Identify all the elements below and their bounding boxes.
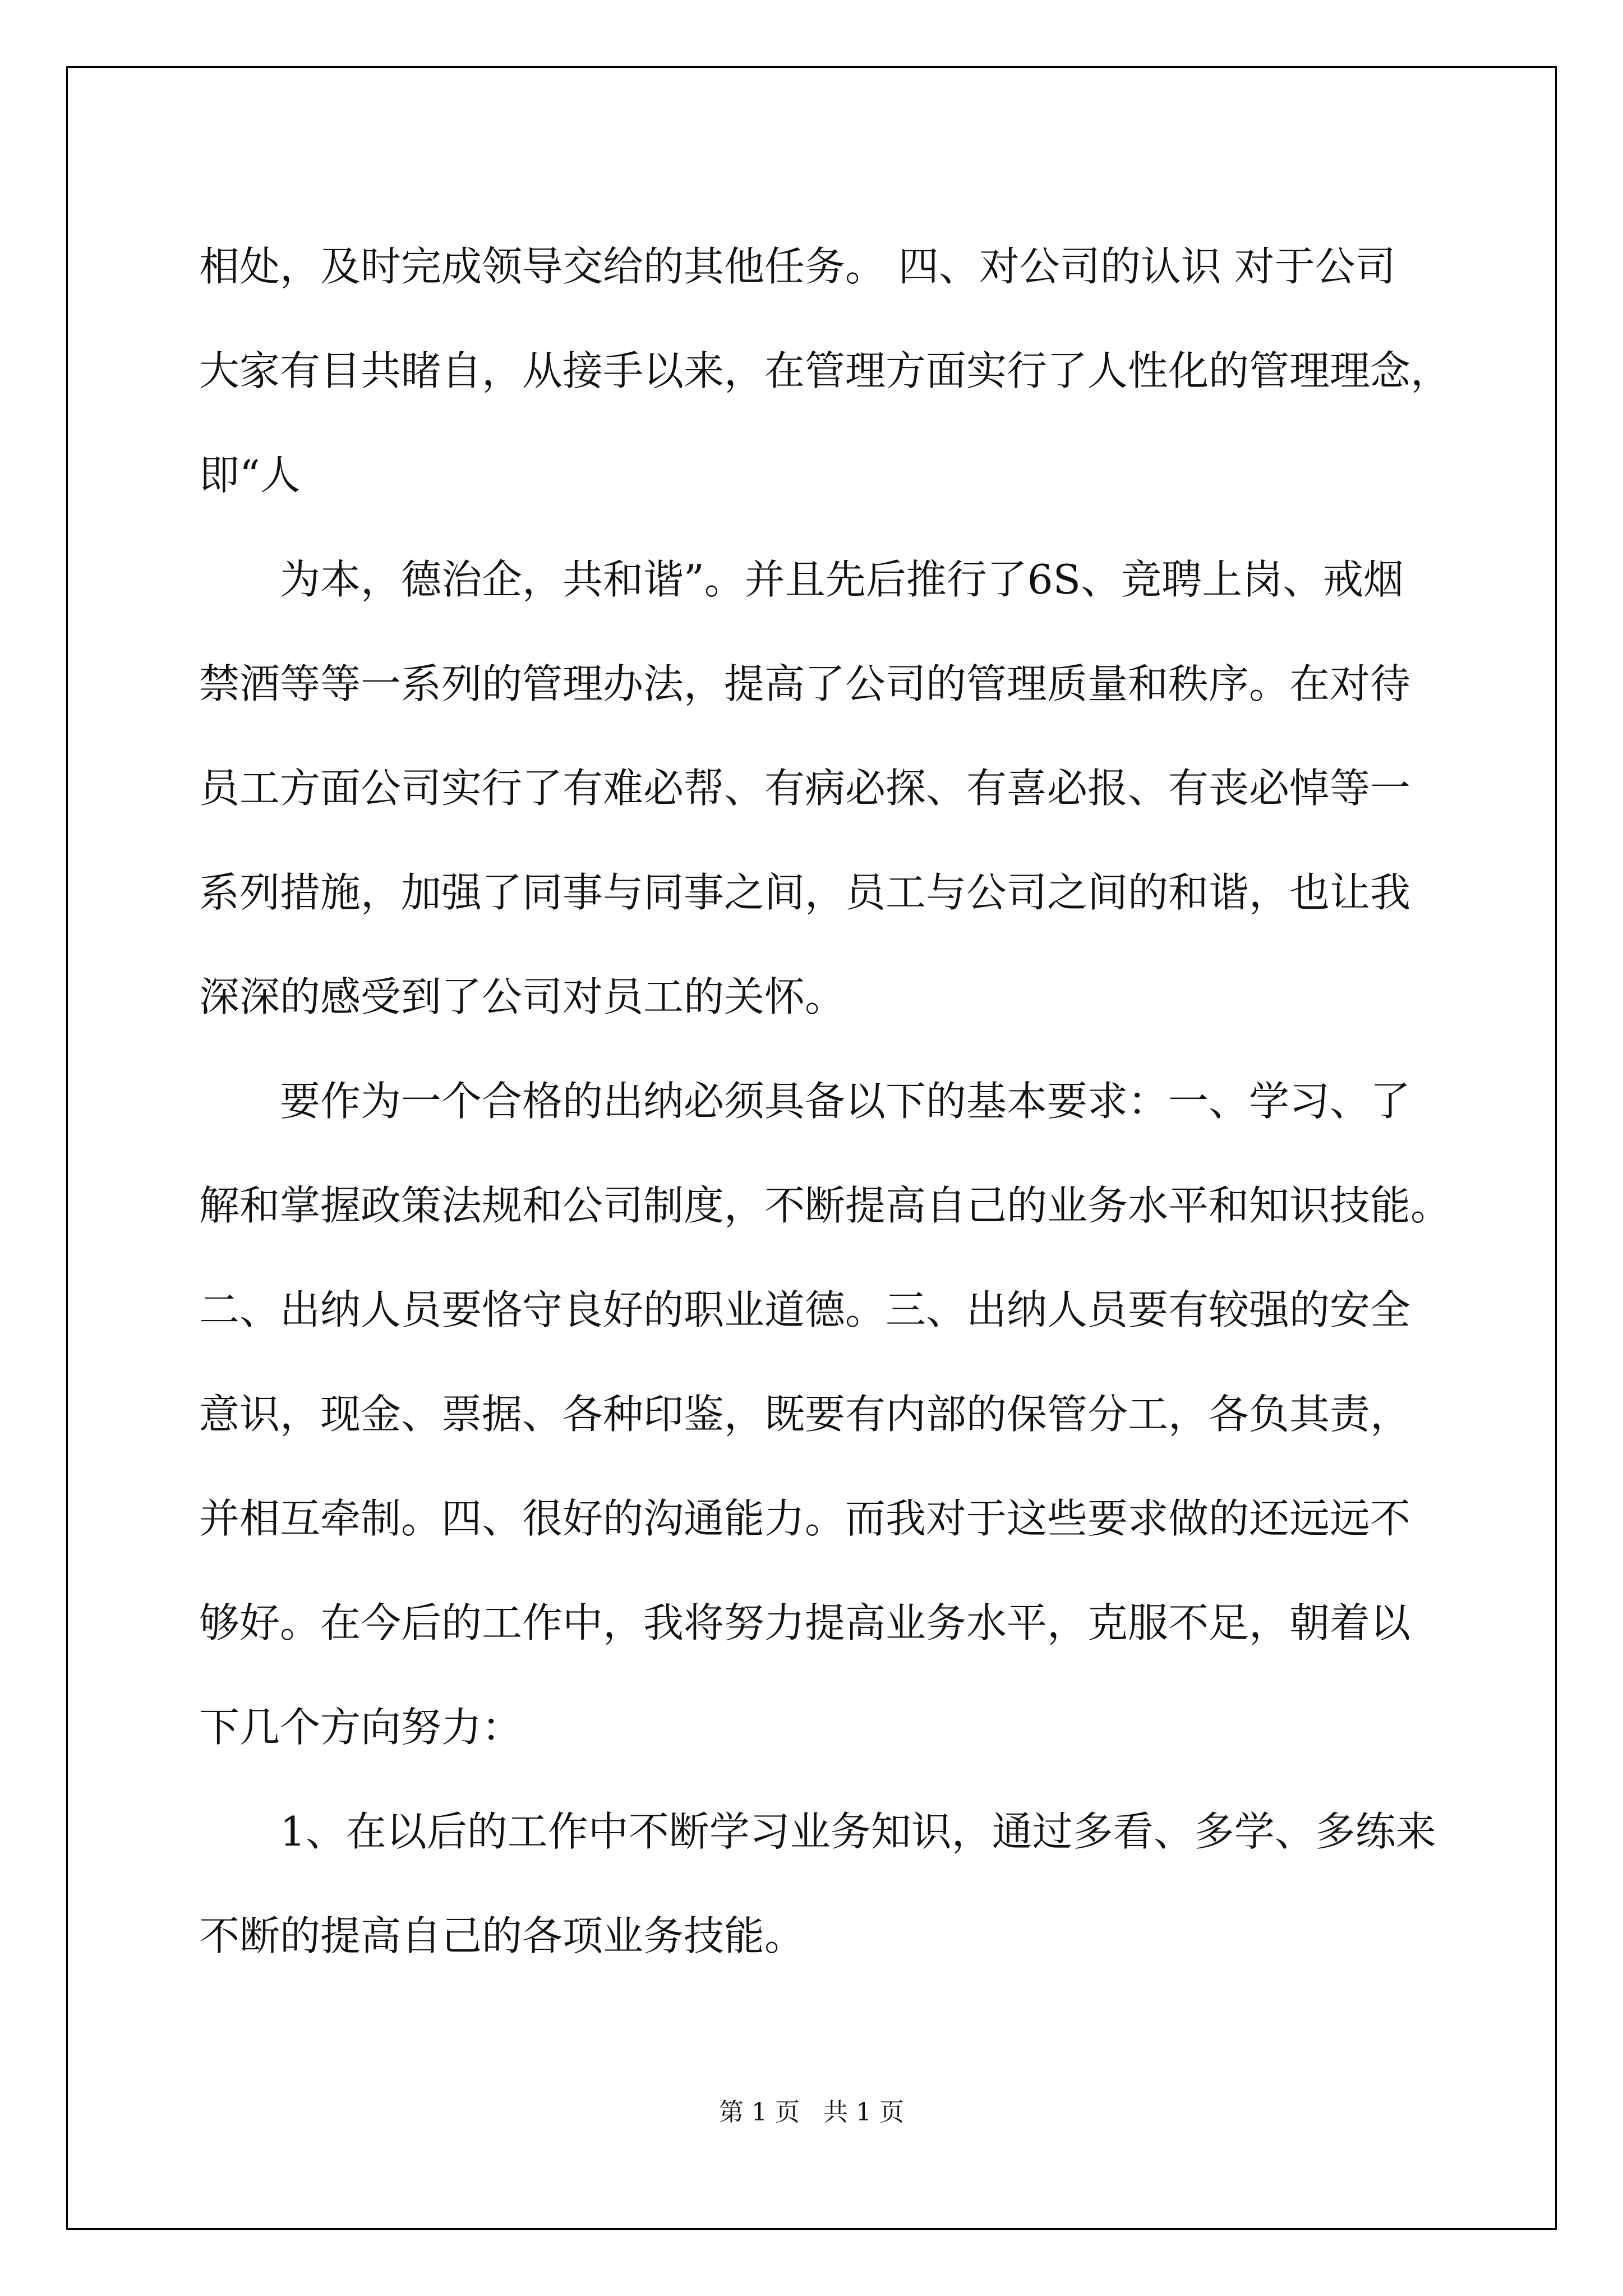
text-line: 员工方面公司实行了有难必帮、有病必探、有喜必报、有丧必悼等一 [199, 765, 1411, 812]
paragraph [199, 527, 1433, 1049]
text-line: 相处，及时完成领导交给的其他任务。 四、对公司的认识 对于公司 [199, 243, 1396, 290]
text-line: 即“人 [199, 452, 301, 499]
text-line: 为本，德治企，共和谐”。并且先后推行了6S、竞聘上岗、戒烟 [280, 556, 1404, 603]
document-body [199, 214, 1451, 1988]
text-line: 要作为一个合格的出纳必须具备以下的基本要求：一、学习、了 [280, 1078, 1411, 1125]
text-line: 并相互牵制。四、很好的沟通能力。而我对于这些要求做的还远远不 [199, 1495, 1411, 1542]
paragraph [199, 214, 1451, 527]
text-line: 大家有目共睹自，从接手以来，在管理方面实行了人性化的管理理念， [199, 347, 1451, 394]
text-line: 够好。在今后的工作中，我将努力提高业务水平，克服不足，朝着以 [199, 1599, 1411, 1646]
text-line: 意识，现金、票据、各种印鉴，既要有内部的保管分工，各负其责， [199, 1391, 1411, 1438]
paragraph [199, 1779, 1436, 1988]
text-line: 二、出纳人员要恪守良好的职业道德。三、出纳人员要有较强的安全 [199, 1286, 1411, 1333]
paragraph [199, 1049, 1451, 1779]
text-line: 解和掌握政策法规和公司制度，不断提高自己的业务水平和知识技能。 [199, 1182, 1451, 1229]
text-line: 禁酒等等一系列的管理办法，提高了公司的管理质量和秩序。在对待 [199, 660, 1411, 707]
page-number-footer: 第 1 页 共 1 页 [719, 2098, 904, 2127]
text-line: 系列措施，加强了同事与同事之间，员工与公司之间的和谐，也让我 [199, 869, 1411, 916]
text-line: 深深的感受到了公司对员工的关怀。 [199, 973, 846, 1020]
text-line: 不断的提高自己的各项业务技能。 [199, 1912, 805, 1959]
text-line: 下几个方向努力： [199, 1704, 523, 1751]
text-line: 1、在以后的工作中不断学习业务知识，通过多看、多学、多练来 [280, 1808, 1436, 1855]
